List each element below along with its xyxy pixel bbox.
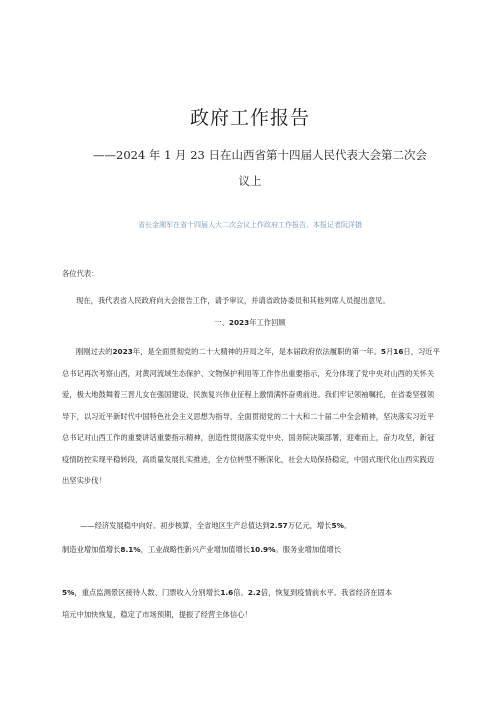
body3-manufacturing-value: 8.1% (120, 545, 141, 554)
body2-growth-value: 5% (331, 521, 344, 530)
body-paragraph-1 (62, 341, 440, 492)
body1-text-b: 年，是全面贯彻党的二十大精神的开局之年，是本届政府依法履职的第一年。 (132, 347, 381, 356)
body2-gdp-value: 2.57 (269, 521, 288, 530)
document-subtitle-line1: ——2024 年 1 月 23 日在山西省第十四届人民代表大会第二次会 (93, 148, 427, 162)
intro-paragraph: 现在，我代表省人民政府向大会报告工作，请予审议，并请省政协委员和其他列席人员提出意见。 (76, 296, 390, 305)
body1-text-a: 刚刚过去的 (76, 347, 113, 356)
body4-visitors-value: 1.6 (220, 588, 234, 597)
document-subtitle-line2: 议上 (238, 174, 262, 188)
body-paragraph-2 (62, 515, 440, 537)
section-heading-suffix: 年工作回顾 (249, 318, 286, 327)
section-heading (0, 318, 500, 328)
section-heading-year: 2023 (228, 318, 250, 327)
body4-text-b: 倍、 (233, 588, 248, 597)
body4-text-d: 培元中加快恢复，稳定了市场预期，提振了经营主体信心！ (62, 609, 252, 619)
body4-revenue-value: 2.2 (247, 588, 261, 597)
body1-year: 2023 (112, 347, 133, 356)
body3-text-c: 。服务业增加值增长 (275, 545, 342, 554)
body4-text-a: ，重点监测景区接待人数、门票收入分别增长 (74, 588, 221, 597)
body4-text-c: 倍，恢复到疫情前水平。我省经济在固本 (260, 588, 393, 597)
section-heading-prefix: 一、 (214, 318, 229, 327)
salutation: 各位代表： (62, 269, 99, 278)
body3-text-b: ，工业战略性新兴产业增加值增长 (140, 545, 251, 554)
body2-text-a: ——经济发展稳中向好。初步核算，全省地区生产总值达到 (80, 521, 270, 530)
body3-emerging-value: 10.9% (250, 545, 276, 554)
photo-caption: 省长金湘军在省十四届人大二次会议上作政府工作报告。本报记者阮洋摄 (138, 221, 362, 229)
body1-text-d: 日，习近平总书记再次考察山西，对黄河流域生态保护、文物保护利用等工作作出重要指示，充分体现了党中央对山西的关怀关爱，极大地鼓舞着三晋儿女在强国建设、民族复兴伟业征程上激情满怀奋勇前进。我们牢记领袖嘱托，在省委坚强领导下，以习近平新时代中国特色社会主义思想为指导，全面贯彻党的二十大和二十届二中全会精神，坚决落实习近平总书记对山西工作的重要讲话重要指示精神，创造性贯彻落实党中央、国务院决策部署，迎难而上，奋力攻坚，新冠疫情防控实现平稳转段，高质量发展扎实推进，全方位转型不断深化，社会大局保持稳定，中国式现代化山西实践迈出坚实步伐！ (62, 347, 440, 485)
body-paragraph-3 (62, 539, 440, 561)
body1-month: 5 (380, 347, 386, 356)
body2-text-c: 。 (343, 521, 352, 530)
body1-day: 16 (393, 347, 404, 356)
body3-text-a: 制造业增加值增长 (62, 545, 121, 554)
document-title: 政府工作报告 (189, 107, 310, 129)
body1-text-c: 月 (385, 347, 394, 356)
body4-services-value: 5% (62, 588, 75, 597)
body2-text-b: 万亿元，增长 (287, 521, 332, 530)
body-paragraph-4 (62, 582, 440, 625)
